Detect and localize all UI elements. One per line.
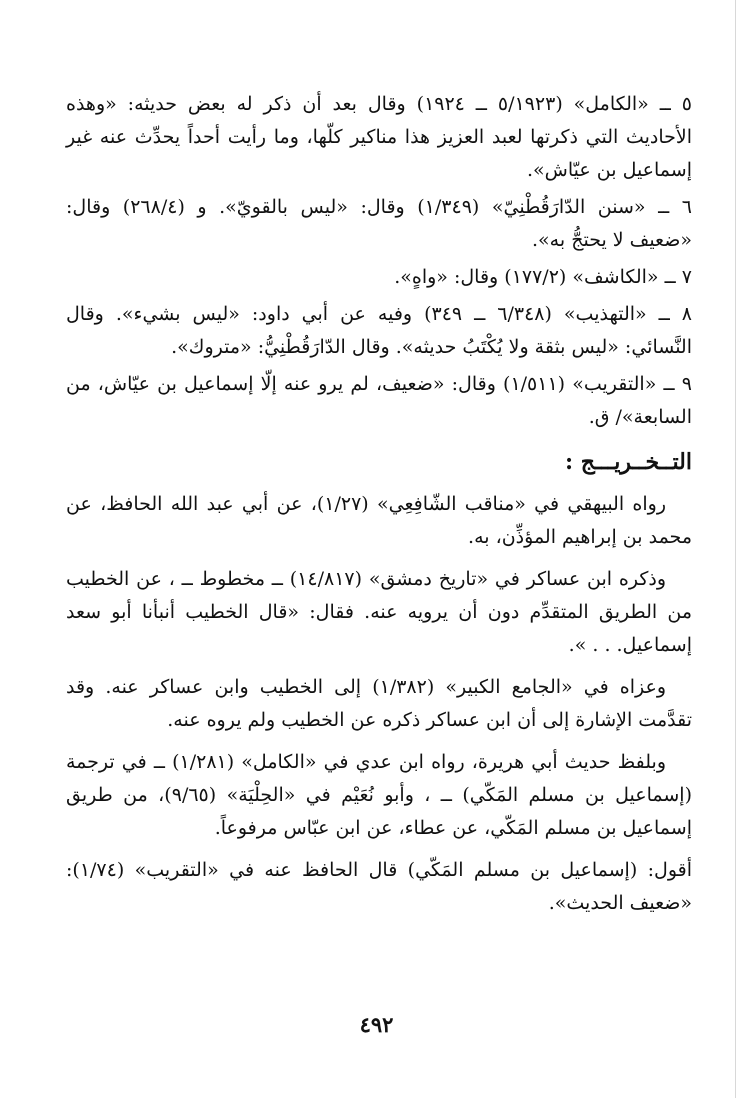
document-page (66, 88, 692, 929)
takhrij-paragraph-2: وذكره ابن عساكر في «تاريخ دمشق» (١٤/٨١٧) ــ مخطوط ــ ، عن الخطيب من الطريق المتقدِّم دون أن يرويه عنه. فقال: «قال الخطيب أنبأنا أبو سعد إسماعيل. . . ». (66, 568, 692, 656)
section-heading-takhrij: التــخــريـــج : (564, 449, 692, 475)
page-number: ٤٩٢ (359, 1012, 394, 1037)
footnote-9: ٩ ــ «التقريب» (١/٥١١) وقال: «ضعيف، لم يرو عنه إلّا إسماعيل بن عيّاش، من السابعة»/ ق. (66, 373, 692, 428)
takhrij-paragraph-3: وعزاه في «الجامع الكبير» (١/٣٨٢) إلى الخطيب وابن عساكر عنه. وقد تقدَّمت الإشارة إلى أن ابن عساكر ذكره عن الخطيب ولم يروه عنه. (66, 676, 692, 731)
takhrij-paragraph-1: رواه البيهقي في «مناقب الشّافِعِي» (١/٢٧)، عن أبي عبد الله الحافظ، عن محمد بن إبراهيم المؤذِّن، به. (66, 493, 692, 548)
footnote-7: ٧ ــ «الكاشف» (١٧٧/٢) وقال: «واهٍ». (394, 266, 692, 288)
final-remark: أقول: (إسماعيل بن مسلم المَكّي) قال الحافظ عنه في «التقريب» (١/٧٤): «ضعيف الحديث». (66, 859, 692, 914)
footnote-5: ٥ ــ «الكامل» (٥/١٩٢٣ ــ ١٩٢٤) وقال بعد أن ذكر له بعض حديثه: «وهذه الأحاديث التي ذكرتها لعبد العزيز هذا مناكير كلّها، وما رأيت أحداً يحدِّث عنه غير إسماعيل بن عيّاش». (66, 93, 692, 181)
footnote-6: ٦ ــ «سنن الدّارَقُطْنِيّ» (١/٣٤٩) وقال: «ليس بالقويّ». و (٢٦٨/٤) وقال: «ضعيف لا يحتجُّ به». (66, 196, 692, 251)
takhrij-paragraph-4: وبلفظ حديث أبي هريرة، رواه ابن عدي في «الكامل» (١/٢٨١) ــ في ترجمة (إسماعيل بن مسلم المَكّي) ــ ، وأبو نُعَيْم في «الحِلْيَة» (٩/٦٥)، من طريق إسماعيل بن مسلم المَكّي، عن عطاء، عن ابن عبّاس مرفوعاً. (66, 751, 692, 839)
footnote-8: ٨ ــ «التهذيب» (٦/٣٤٨ ــ ٣٤٩) وفيه عن أبي داود: «ليس بشيء». وقال النَّسائي: «ليس بثقة ولا يُكْتَبُ حديثه». وقال الدّارَقُطْنِيُّ: «متروك». (66, 303, 692, 358)
page-edge-divider (735, 0, 736, 1098)
